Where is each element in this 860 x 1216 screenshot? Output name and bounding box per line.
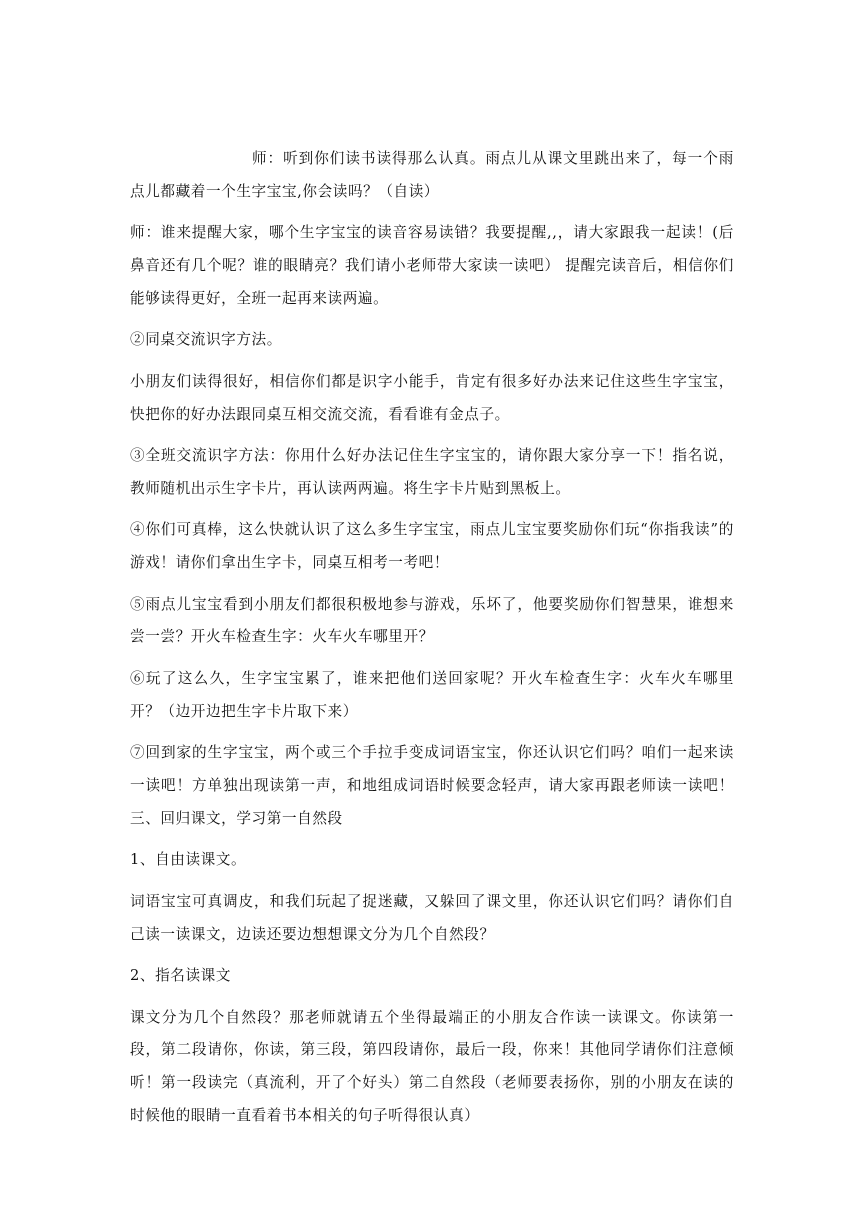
paragraph-step-7: ⑦回到家的生字宝宝，两个或三个手拉手变成词语宝宝，你还认识它们吗？咱们一起来读一读吧！方单独出现读第一声，和地组成词语时候要念轻声，请大家再跟老师读一读吧！ 三、回归课文，学习第一自然段: [130, 744, 734, 827]
document-body: [130, 143, 734, 1141]
paragraph-step-3: ③全班交流识字方法：你用什么好办法记住生字宝宝的，请你跟大家分享一下！指名说，教师随机出示生字卡片，再认读两两遍。将生字卡片贴到黑板上。: [130, 447, 734, 497]
paragraph-assigned-reading-detail: 课文分为几个自然段？那老师就请五个坐得最端正的小朋友合作读一读课文。你读第一段，第二段请你，你读，第三段，第四段请你，最后一段，你来！其他同学请你们注意倾听！第一段读完（真流利，开了个好头）第二自然段（老师要表扬你，别的小朋友在读的时候他的眼睛一直看着书本相关的句子听得很认真）: [130, 1008, 734, 1124]
paragraph-free-reading: 1、自由读课文。: [130, 851, 247, 869]
paragraph-step-4: ④你们可真棒，这么快就认识了这么多生字宝宝，雨点儿宝宝要奖励你们玩“你指我读”的游戏！请你们拿出生字卡，同桌互相考一考吧！: [130, 521, 734, 572]
paragraph-free-reading-detail: 词语宝宝可真调皮，和我们玩起了捉迷藏，又躲回了课文里，你还认识它们吗？请你们自己读一读课文，边读还要边想想课文分为几个自然段？: [130, 892, 734, 943]
paragraph-step-2-detail: 小朋友们读得很好，相信你们都是识字小能手，肯定有很多好办法来记住这些生字宝宝，快把你的好办法跟同桌互相交流交流，看看谁有金点子。: [130, 372, 734, 423]
paragraph-step-6: ⑥玩了这么久，生字宝宝累了，谁来把他们送回家呢？开火车检查生字：火车火车哪里开？（边开边把生字卡片取下来）: [130, 669, 734, 720]
paragraph-step-2: ②同桌交流识字方法。: [130, 331, 282, 349]
paragraph-assigned-reading: 2、指名读课文: [130, 967, 232, 985]
paragraph-teacher-reading: 师：听到你们读书读得那么认真。雨点儿从课文里跳出来了，每一个雨点儿都藏着一个生字宝宝,你会读吗？（自读）: [130, 150, 734, 200]
paragraph-step-5: ⑤雨点儿宝宝看到小朋友们都很积极地参与游戏，乐坏了，他要奖励你们智慧果，谁想来尝一尝？开火车检查生字：火车火车哪里开？: [130, 595, 734, 646]
paragraph-teacher-reminder: 师：谁来提醒大家，哪个生字宝宝的读音容易读错？我要提醒,,，请大家跟我一起读！(后鼻音还有几个呢？谁的眼睛亮？我们请小老师带大家读一读吧） 提醒完读音后，相信你们能够读得更好，全班一起再来读两遍。: [130, 224, 734, 307]
